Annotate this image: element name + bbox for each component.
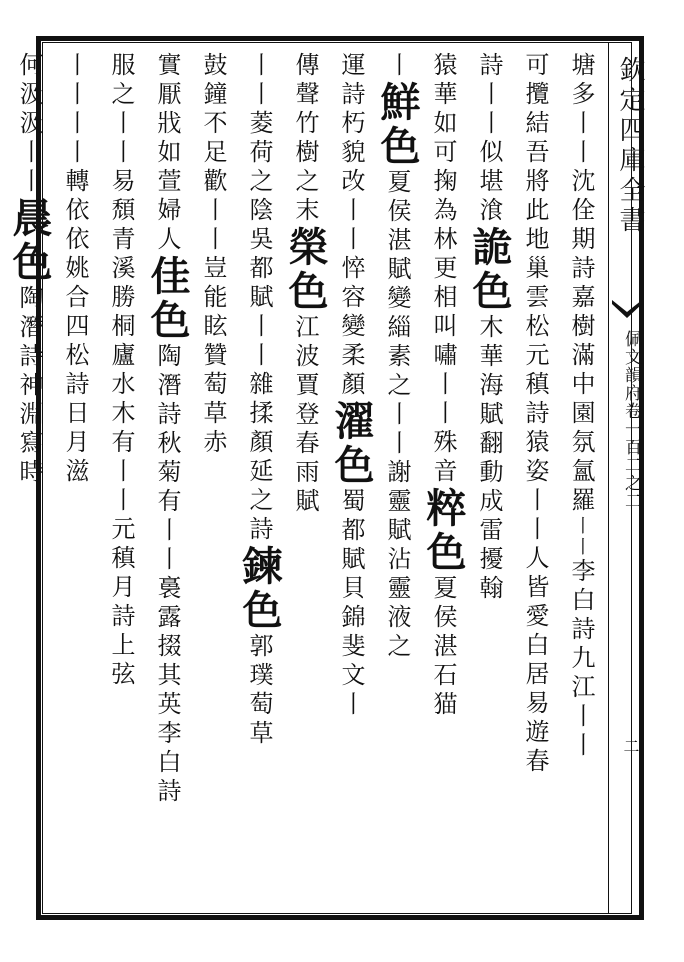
body-text: 贊萄草赤 xyxy=(199,342,227,458)
text-column xyxy=(420,52,466,912)
body-text: 鼓鐘不足歡丨丨豈能眩 xyxy=(199,52,227,342)
body-text: 李白詩九江丨丨 xyxy=(567,558,595,761)
text-column xyxy=(236,52,282,912)
text-columns xyxy=(6,52,604,912)
volume-label: 佩文韻府卷一百二之二 xyxy=(621,330,641,510)
body-text: 丨丨菱荷之陰 xyxy=(245,52,273,226)
body-text: 運詩朽貌改丨丨悴容變柔顏 xyxy=(337,52,365,400)
body-text: 木華海賦翻動成雷擾翰 xyxy=(475,314,503,604)
body-text: 猿華如可掬 xyxy=(429,52,457,197)
headword: 詭色 xyxy=(466,226,513,314)
body-text: 傳聲竹樹之末 xyxy=(291,52,319,226)
body-text: 為林更相叫嘯丨丨殊音 xyxy=(429,197,457,487)
body-text: 陶潛詩神淵寫時 xyxy=(15,285,43,488)
body-text: 江波賈登春雨賦 xyxy=(291,314,319,517)
annotation-text: 丨丨 xyxy=(571,516,592,558)
body-text: 蜀都賦貝錦斐文丨 xyxy=(337,488,365,720)
body-text: 塘多丨丨沈佺期詩嘉樹滿中園氛氳羅 xyxy=(567,52,595,516)
headword: 佳色 xyxy=(144,255,191,343)
body-text: 夏侯湛賦變緇素之丨丨謝靈 xyxy=(383,169,411,517)
text-column xyxy=(98,52,144,912)
headword: 晨色 xyxy=(6,197,53,285)
body-text: 丨丨丨丨轉依依姚合四松詩日月滋 xyxy=(61,52,89,487)
body-text: 郭璞萄草 xyxy=(245,633,273,749)
body-text: 吳都賦丨丨雜揉顏延之詩 xyxy=(245,226,273,545)
text-column xyxy=(558,52,604,912)
body-text: 實厭戕如萱婦人 xyxy=(153,52,181,255)
text-column xyxy=(374,52,420,912)
text-column xyxy=(466,52,512,912)
headword: 濯色 xyxy=(328,400,375,488)
text-column xyxy=(144,52,190,912)
leaf-number: 二 xyxy=(621,738,640,754)
body-text: 青溪勝桐廬水木有丨丨元稹月詩上弦 xyxy=(107,226,135,690)
fishtail-mark-icon xyxy=(612,298,642,320)
headword: 鮮色 xyxy=(374,81,421,169)
body-text: 服之丨丨易頹 xyxy=(107,52,135,226)
body-text: 夏侯湛石猫 xyxy=(429,575,457,720)
text-column xyxy=(512,52,558,912)
headword: 鍊色 xyxy=(236,545,283,633)
headword: 粹色 xyxy=(420,487,467,575)
body-text: 何汲汲丨丨 xyxy=(15,52,43,197)
text-column xyxy=(6,52,52,912)
body-text: 詩丨丨似堪湌 xyxy=(475,52,503,226)
text-column xyxy=(52,52,98,912)
body-text: 賦沾靈液之 xyxy=(383,517,411,662)
text-column xyxy=(190,52,236,912)
body-text: 丨 xyxy=(383,52,411,81)
headword: 榮色 xyxy=(282,226,329,314)
text-column xyxy=(328,52,374,912)
body-text: 陶潛詩秋菊有丨丨裛露掇其英李白詩 xyxy=(153,343,181,807)
body-text: 可攬結吾將此地巢雲松元稹詩猿姿丨丨人皆愛白居易遊春 xyxy=(521,52,549,777)
book-title: 欽定四庫全書 xyxy=(615,56,645,236)
text-column xyxy=(282,52,328,912)
